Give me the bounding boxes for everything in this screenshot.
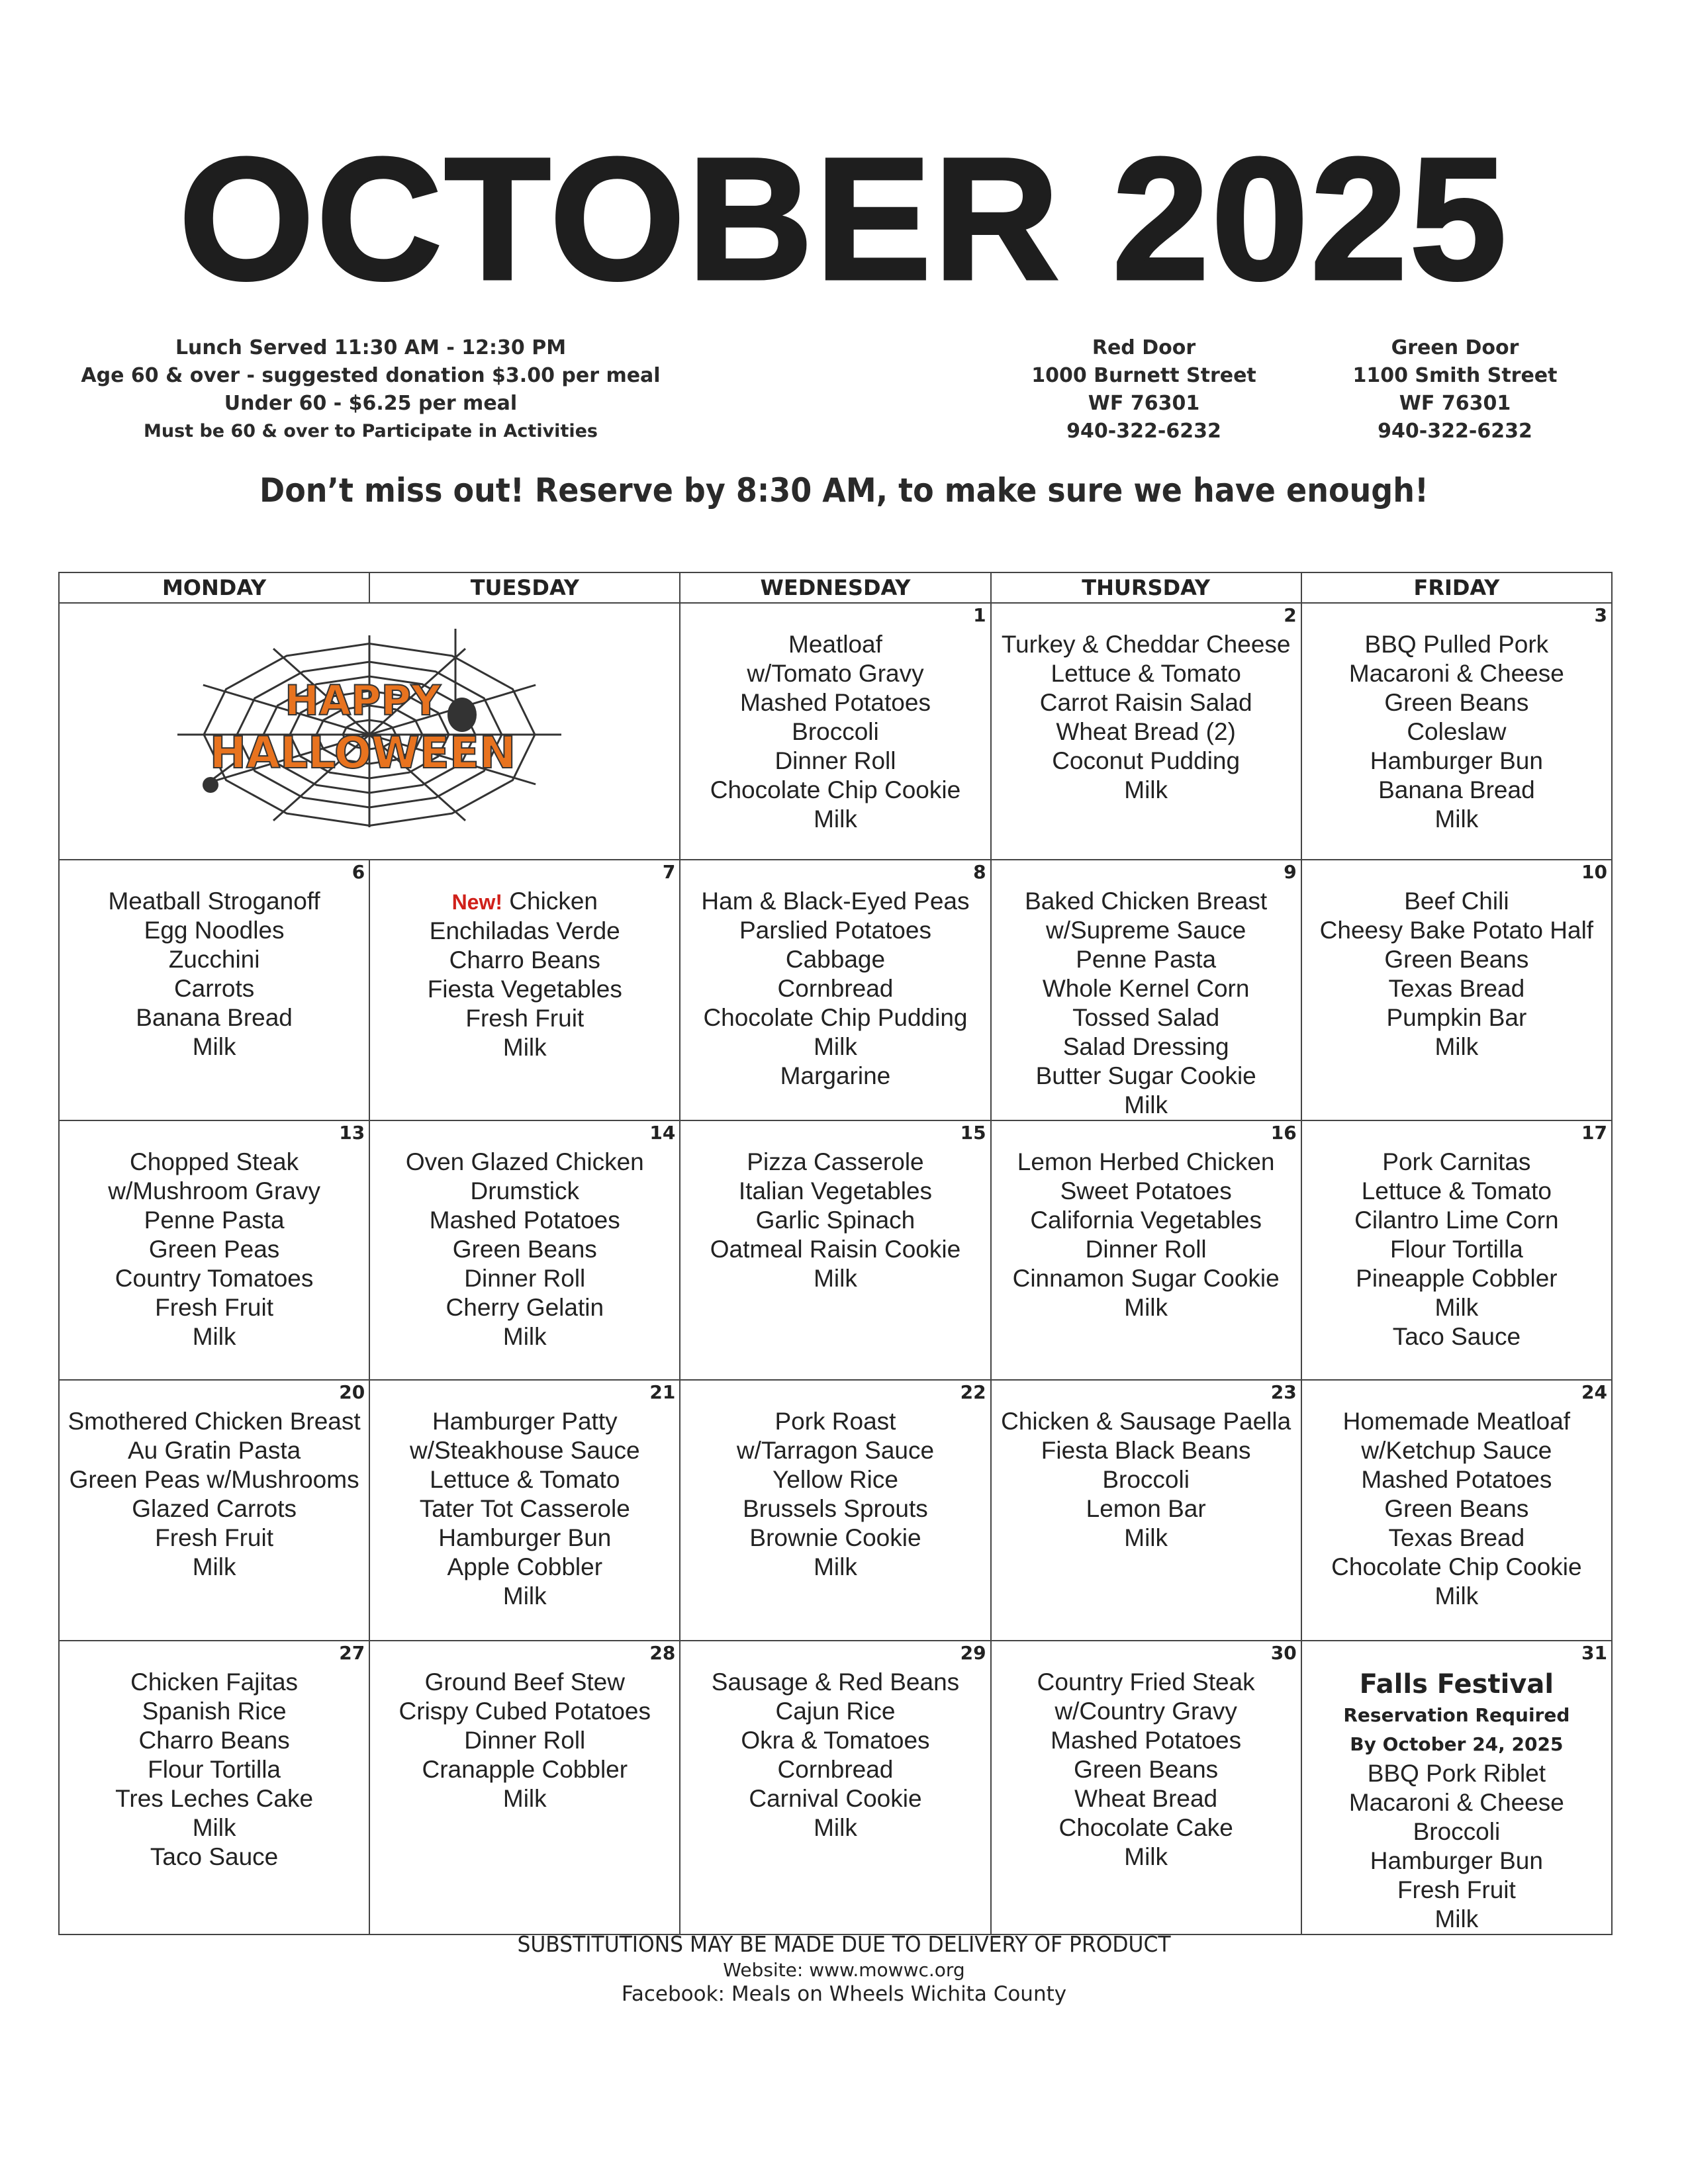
menu-item: Carnival Cookie — [749, 1785, 922, 1812]
green-door-location — [1296, 334, 1614, 445]
day-cell — [59, 1641, 369, 1934]
menu-item: Milk — [192, 1814, 236, 1841]
day-number: 1 — [973, 604, 986, 626]
reservation-notice: Don’t miss out! Reserve by 8:30 AM, to make sure we have enough! — [259, 471, 1429, 510]
day-cell — [59, 1120, 369, 1380]
menu-items — [370, 1121, 679, 1351]
menu-item: Ham & Black-Eyed Peas — [701, 887, 970, 915]
menu-item: Fresh Fruit — [465, 1005, 585, 1032]
menu-item: Ground Beef Stew — [424, 1668, 625, 1696]
day-number: 17 — [1581, 1122, 1607, 1144]
menu-item: w/Steakhouse Sauce — [409, 1437, 640, 1464]
menu-item: Dinner Roll — [464, 1265, 586, 1292]
weekday-friday: FRIDAY — [1301, 572, 1612, 603]
menu-item-text: Chicken — [509, 887, 598, 915]
menu-item: Mashed Potatoes — [1051, 1727, 1242, 1754]
menu-item: Country Tomatoes — [115, 1265, 314, 1292]
menu-items — [1302, 604, 1611, 834]
menu-item: Milk — [1124, 1091, 1168, 1118]
menu-item: BBQ Pork Riblet — [1367, 1760, 1546, 1787]
menu-calendar — [58, 572, 1613, 1935]
menu-item: Oven Glazed Chicken — [405, 1148, 644, 1175]
menu-item: Charro Beans — [449, 946, 600, 974]
day-cell — [991, 603, 1301, 860]
menu-item: Hamburger Bun — [1370, 747, 1543, 774]
menu-item: Green Beans — [1384, 946, 1529, 973]
day-number: 30 — [1270, 1642, 1297, 1664]
menu-item: Dinner Roll — [774, 747, 896, 774]
menu-items — [370, 860, 679, 1062]
menu-item: Milk — [1434, 1033, 1479, 1060]
menu-item: Pumpkin Bar — [1386, 1004, 1527, 1031]
menu-item: Macaroni & Cheese — [1348, 660, 1564, 687]
menu-item: Hamburger Patty — [432, 1408, 618, 1435]
menu-items — [370, 1641, 679, 1813]
menu-item: Milk — [192, 1323, 236, 1350]
menu-item: w/Supreme Sauce — [1045, 917, 1246, 944]
menu-item: Coleslaw — [1407, 718, 1507, 745]
day-number: 13 — [339, 1122, 365, 1144]
day-cell — [59, 860, 369, 1120]
menu-item: Brussels Sprouts — [743, 1495, 928, 1522]
day-cell — [680, 603, 990, 860]
event-note: Reservation Required — [1343, 1704, 1570, 1726]
under-60-price: Under 60 - $6.25 per meal — [224, 392, 518, 415]
menu-item: Broccoli — [792, 718, 879, 745]
menu-item: w/Ketchup Sauce — [1361, 1437, 1552, 1464]
menu-item: Penne Pasta — [1076, 946, 1217, 973]
menu-item: Turkey & Cheddar Cheese — [1001, 631, 1291, 658]
menu-item: Zucchini — [168, 946, 260, 973]
event-title: Falls Festival — [1359, 1669, 1554, 1700]
halloween-spiderweb-graphic — [164, 629, 575, 827]
menu-item: Flour Tortilla — [148, 1756, 281, 1783]
day-cell — [991, 1380, 1301, 1641]
menu-item: Cornbread — [777, 1756, 894, 1783]
day-cell — [369, 1380, 680, 1641]
day-number: 10 — [1581, 861, 1607, 883]
menu-item: Meatball Stroganoff — [108, 887, 320, 915]
activities-note: Must be 60 & over to Participate in Activities — [144, 421, 598, 441]
menu-item: Fiesta Vegetables — [427, 976, 622, 1003]
menu-item: Chocolate Cake — [1058, 1814, 1233, 1841]
menu-item: Okra & Tomatoes — [741, 1727, 930, 1754]
menu-item: Green Peas — [148, 1236, 280, 1263]
menu-item: Green Beans — [452, 1236, 597, 1263]
menu-item: Baked Chicken Breast — [1025, 887, 1268, 915]
menu-item: Smothered Chicken Breast — [68, 1408, 361, 1435]
menu-item: Au Gratin Pasta — [128, 1437, 301, 1464]
day-number: 28 — [649, 1642, 676, 1664]
menu-item: Chicken & Sausage Paella — [1001, 1408, 1291, 1435]
menu-item: Salad Dressing — [1062, 1033, 1229, 1060]
menu-item: Spanish Rice — [142, 1698, 287, 1725]
menu-item: Milk — [1434, 1294, 1479, 1321]
day-cell — [1301, 1641, 1612, 1934]
menu-item: Wheat Bread — [1074, 1785, 1218, 1812]
menu-item: Taco Sauce — [150, 1843, 279, 1870]
menu-items — [992, 860, 1301, 1120]
day-cell — [369, 1120, 680, 1380]
menu-item: Hamburger Bun — [1370, 1847, 1543, 1874]
menu-item: Banana Bread — [1378, 776, 1535, 803]
menu-item: Milk — [814, 805, 857, 833]
location-name: Red Door — [1092, 336, 1196, 359]
menu-item: Milk — [1124, 776, 1168, 803]
menu-item: Yellow Rice — [773, 1466, 898, 1493]
menu-item: Milk — [502, 1582, 547, 1610]
menu-item: Green Peas w/Mushrooms — [69, 1466, 359, 1493]
event-note: By October 24, 2025 — [1350, 1733, 1564, 1755]
menu-item: Carrot Raisin Salad — [1039, 689, 1252, 716]
menu-item: Egg Noodles — [144, 917, 285, 944]
menu-item: Fresh Fruit — [155, 1524, 274, 1551]
donation-info: Age 60 & over - suggested donation $3.00 per meal — [81, 364, 661, 387]
menu-item: Sausage & Red Beans — [711, 1668, 960, 1696]
day-number: 23 — [1270, 1381, 1297, 1403]
menu-item: Lemon Herbed Chicken — [1017, 1148, 1275, 1175]
menu-item: Penne Pasta — [144, 1206, 285, 1234]
menu-item: Italian Vegetables — [738, 1177, 933, 1205]
menu-item: Country Fried Steak — [1037, 1668, 1255, 1696]
menu-item: Milk — [814, 1814, 857, 1841]
day-cell — [369, 860, 680, 1120]
menu-item: Cranapple Cobbler — [422, 1756, 628, 1783]
menu-items — [680, 604, 990, 834]
menu-item: Cabbage — [785, 946, 886, 973]
day-number: 14 — [649, 1122, 676, 1144]
menu-item: Tossed Salad — [1072, 1004, 1220, 1031]
day-number: 3 — [1594, 604, 1607, 626]
new-badge: New! — [451, 890, 503, 914]
day-cell — [1301, 603, 1612, 860]
halloween-cell — [59, 603, 680, 860]
menu-item: Margarine — [780, 1062, 891, 1089]
menu-item: Enchiladas Verde — [429, 917, 620, 944]
week-row — [59, 1380, 1612, 1641]
menu-item: Sweet Potatoes — [1060, 1177, 1232, 1205]
menu-item: Meatloaf — [788, 631, 882, 658]
menu-item: Chocolate Chip Cookie — [710, 776, 961, 803]
menu-item: Charro Beans — [138, 1727, 290, 1754]
day-number: 9 — [1284, 861, 1297, 883]
menu-item: Mashed Potatoes — [1361, 1466, 1552, 1493]
day-cell — [680, 1641, 990, 1934]
location-phone: 940-322-6232 — [1066, 420, 1221, 443]
menu-item: Apple Cobbler — [447, 1553, 603, 1580]
menu-item: California Vegetables — [1030, 1206, 1262, 1234]
day-cell — [59, 1380, 369, 1641]
menu-item: Taco Sauce — [1392, 1323, 1521, 1350]
day-number: 31 — [1581, 1642, 1607, 1664]
day-number: 2 — [1284, 604, 1297, 626]
menu-items — [1302, 1641, 1611, 1934]
menu-item: Cherry Gelatin — [445, 1294, 604, 1321]
day-cell — [680, 1380, 990, 1641]
week-row — [59, 1641, 1612, 1934]
menu-items — [60, 860, 369, 1062]
menu-item: Lettuce & Tomato — [1361, 1177, 1552, 1205]
menu-item: Carrots — [173, 975, 255, 1002]
menu-item: Milk — [1434, 805, 1479, 833]
happy-text: HAPPY — [285, 676, 442, 725]
weekday-tuesday: TUESDAY — [369, 572, 680, 603]
halloween-text: HALLOWEEN — [209, 727, 516, 778]
menu-item: Flour Tortilla — [1389, 1236, 1523, 1263]
menu-item: Lettuce & Tomato — [430, 1466, 620, 1493]
page-title: OCTOBER 2025 — [179, 122, 1509, 316]
menu-item: Milk — [814, 1033, 857, 1060]
menu-items — [680, 1381, 990, 1582]
menu-item: BBQ Pulled Pork — [1364, 631, 1549, 658]
weekday-thursday: THURSDAY — [991, 572, 1301, 603]
menu-item: Dinner Roll — [1085, 1236, 1207, 1263]
day-number: 29 — [960, 1642, 986, 1664]
menu-item: Hamburger Bun — [438, 1524, 612, 1551]
menu-items — [992, 1121, 1301, 1322]
menu-item: Broccoli — [1413, 1818, 1501, 1845]
menu-items — [60, 1121, 369, 1351]
weekday-wednesday: WEDNESDAY — [680, 572, 990, 603]
day-cell — [991, 1120, 1301, 1380]
menu-item: Broccoli — [1102, 1466, 1190, 1493]
location-phone: 940-322-6232 — [1378, 420, 1532, 443]
menu-item: Milk — [502, 1323, 547, 1350]
day-cell — [1301, 1380, 1612, 1641]
day-number: 27 — [339, 1642, 365, 1664]
menu-item: w/Tomato Gravy — [747, 660, 924, 687]
menu-items — [370, 1381, 679, 1611]
menu-item: Garlic Spinach — [755, 1206, 915, 1234]
menu-item: Cinnamon Sugar Cookie — [1012, 1265, 1280, 1292]
menu-item: Homemade Meatloaf — [1342, 1408, 1571, 1435]
menu-item: Green Beans — [1074, 1756, 1219, 1783]
menu-item: Mashed Potatoes — [739, 689, 931, 716]
day-number: 21 — [649, 1381, 676, 1403]
menu-item: Texas Bread — [1388, 1524, 1525, 1551]
day-cell — [1301, 860, 1612, 1120]
menu-item: Fiesta Black Beans — [1041, 1437, 1251, 1464]
menu-item: Mashed Potatoes — [429, 1206, 620, 1234]
menu-items — [680, 860, 990, 1091]
menu-item: Parslied Potatoes — [739, 917, 931, 944]
day-cell — [991, 860, 1301, 1120]
menu-item: Whole Kernel Corn — [1042, 975, 1250, 1002]
weekday-monday: MONDAY — [59, 572, 369, 603]
menu-item: Beef Chili — [1404, 887, 1509, 915]
menu-items — [992, 1641, 1301, 1872]
substitutions-note: SUBSTITUTIONS MAY BE MADE DUE TO DELIVERY OF PRODUCT — [517, 1931, 1171, 1957]
day-cell — [680, 1120, 990, 1380]
menu-item: Glazed Carrots — [132, 1495, 297, 1522]
menu-item: Milk — [1434, 1582, 1479, 1610]
menu-item: Milk — [1124, 1294, 1168, 1321]
menu-items — [1302, 860, 1611, 1062]
menu-item: Oatmeal Raisin Cookie — [710, 1236, 961, 1263]
menu-item: Macaroni & Cheese — [1348, 1789, 1564, 1816]
menu-item: Green Beans — [1384, 1495, 1529, 1522]
menu-item: Drumstick — [470, 1177, 579, 1205]
menu-item: Tater Tot Casserole — [419, 1495, 630, 1522]
location-city: WF 76301 — [1088, 392, 1200, 415]
day-number: 22 — [960, 1381, 986, 1403]
week-row — [59, 860, 1612, 1120]
menu-item: Chicken Fajitas — [130, 1668, 299, 1696]
menu-item: Fresh Fruit — [155, 1294, 274, 1321]
red-door-location — [985, 334, 1303, 445]
menu-item: Crispy Cubed Potatoes — [399, 1698, 651, 1725]
menu-items — [992, 1381, 1301, 1553]
menu-item: Milk — [1124, 1524, 1168, 1551]
menu-item: Lemon Bar — [1086, 1495, 1206, 1522]
menu-item: Milk — [502, 1034, 547, 1061]
menu-items — [992, 604, 1301, 805]
menu-item: Brownie Cookie — [749, 1524, 921, 1551]
weekday-header-row — [59, 572, 1612, 603]
menu-item: Lettuce & Tomato — [1051, 660, 1241, 687]
location-city: WF 76301 — [1399, 392, 1511, 415]
week-row — [59, 603, 1612, 860]
day-number: 15 — [960, 1122, 986, 1144]
menu-items — [1302, 1381, 1611, 1611]
menu-item: Milk — [192, 1033, 236, 1060]
menu-item: Milk — [1124, 1843, 1168, 1870]
menu-item: Chopped Steak — [130, 1148, 299, 1175]
menu-item: Tres Leches Cake — [115, 1785, 314, 1812]
day-number: 16 — [1270, 1122, 1297, 1144]
menu-item: w/Mushroom Gravy — [108, 1177, 320, 1205]
menu-item: Banana Bread — [136, 1004, 293, 1031]
menu-item: Dinner Roll — [464, 1727, 586, 1754]
menu-item: Fresh Fruit — [1397, 1876, 1516, 1903]
menu-item: Butter Sugar Cookie — [1035, 1062, 1256, 1089]
menu-item: Pork Roast — [774, 1408, 896, 1435]
menu-item: Milk — [192, 1553, 236, 1580]
menu-item: Cheesy Bake Potato Half — [1319, 917, 1594, 944]
day-cell — [680, 860, 990, 1120]
menu-item: w/Tarragon Sauce — [736, 1437, 935, 1464]
lunch-hours: Lunch Served 11:30 AM - 12:30 PM — [175, 336, 567, 359]
menu-items — [1302, 1121, 1611, 1351]
location-name: Green Door — [1391, 336, 1519, 359]
menu-item: w/Country Gravy — [1055, 1698, 1237, 1725]
menu-item: Chocolate Chip Pudding — [703, 1004, 968, 1031]
menu-items — [680, 1121, 990, 1293]
menu-item: Cajun Rice — [775, 1698, 896, 1725]
day-number: 8 — [973, 861, 986, 883]
menu-item: Milk — [814, 1553, 857, 1580]
day-number: 7 — [662, 861, 676, 883]
lunch-info — [40, 334, 702, 445]
menu-item — [370, 887, 679, 917]
menu-item: Chocolate Chip Cookie — [1331, 1553, 1582, 1580]
menu-item: Wheat Bread (2) — [1056, 718, 1236, 745]
day-number: 24 — [1581, 1381, 1607, 1403]
week-row — [59, 1120, 1612, 1380]
facebook-line: Facebook: Meals on Wheels Wichita County — [621, 1982, 1067, 2006]
website-line: Website: www.mowwc.org — [723, 1959, 965, 1981]
day-cell — [1301, 1120, 1612, 1380]
location-street: 1100 Smith Street — [1352, 364, 1558, 387]
day-number: 6 — [352, 861, 365, 883]
menu-item: Pineapple Cobbler — [1356, 1265, 1558, 1292]
menu-item: Milk — [1434, 1905, 1479, 1933]
menu-item: Milk — [502, 1785, 547, 1812]
menu-item: Cornbread — [777, 975, 894, 1002]
day-number: 20 — [339, 1381, 365, 1403]
day-cell — [369, 1641, 680, 1934]
menu-item: Green Beans — [1384, 689, 1529, 716]
menu-items — [680, 1641, 990, 1843]
day-cell — [991, 1641, 1301, 1934]
menu-item: Pork Carnitas — [1382, 1148, 1531, 1175]
menu-item: Texas Bread — [1388, 975, 1525, 1002]
menu-items — [60, 1641, 369, 1872]
menu-item: Pizza Casserole — [747, 1148, 924, 1175]
menu-item: Coconut Pudding — [1052, 747, 1241, 774]
menu-items — [60, 1381, 369, 1582]
menu-item: Cilantro Lime Corn — [1354, 1206, 1559, 1234]
menu-item: Milk — [814, 1265, 857, 1292]
location-street: 1000 Burnett Street — [1031, 364, 1256, 387]
